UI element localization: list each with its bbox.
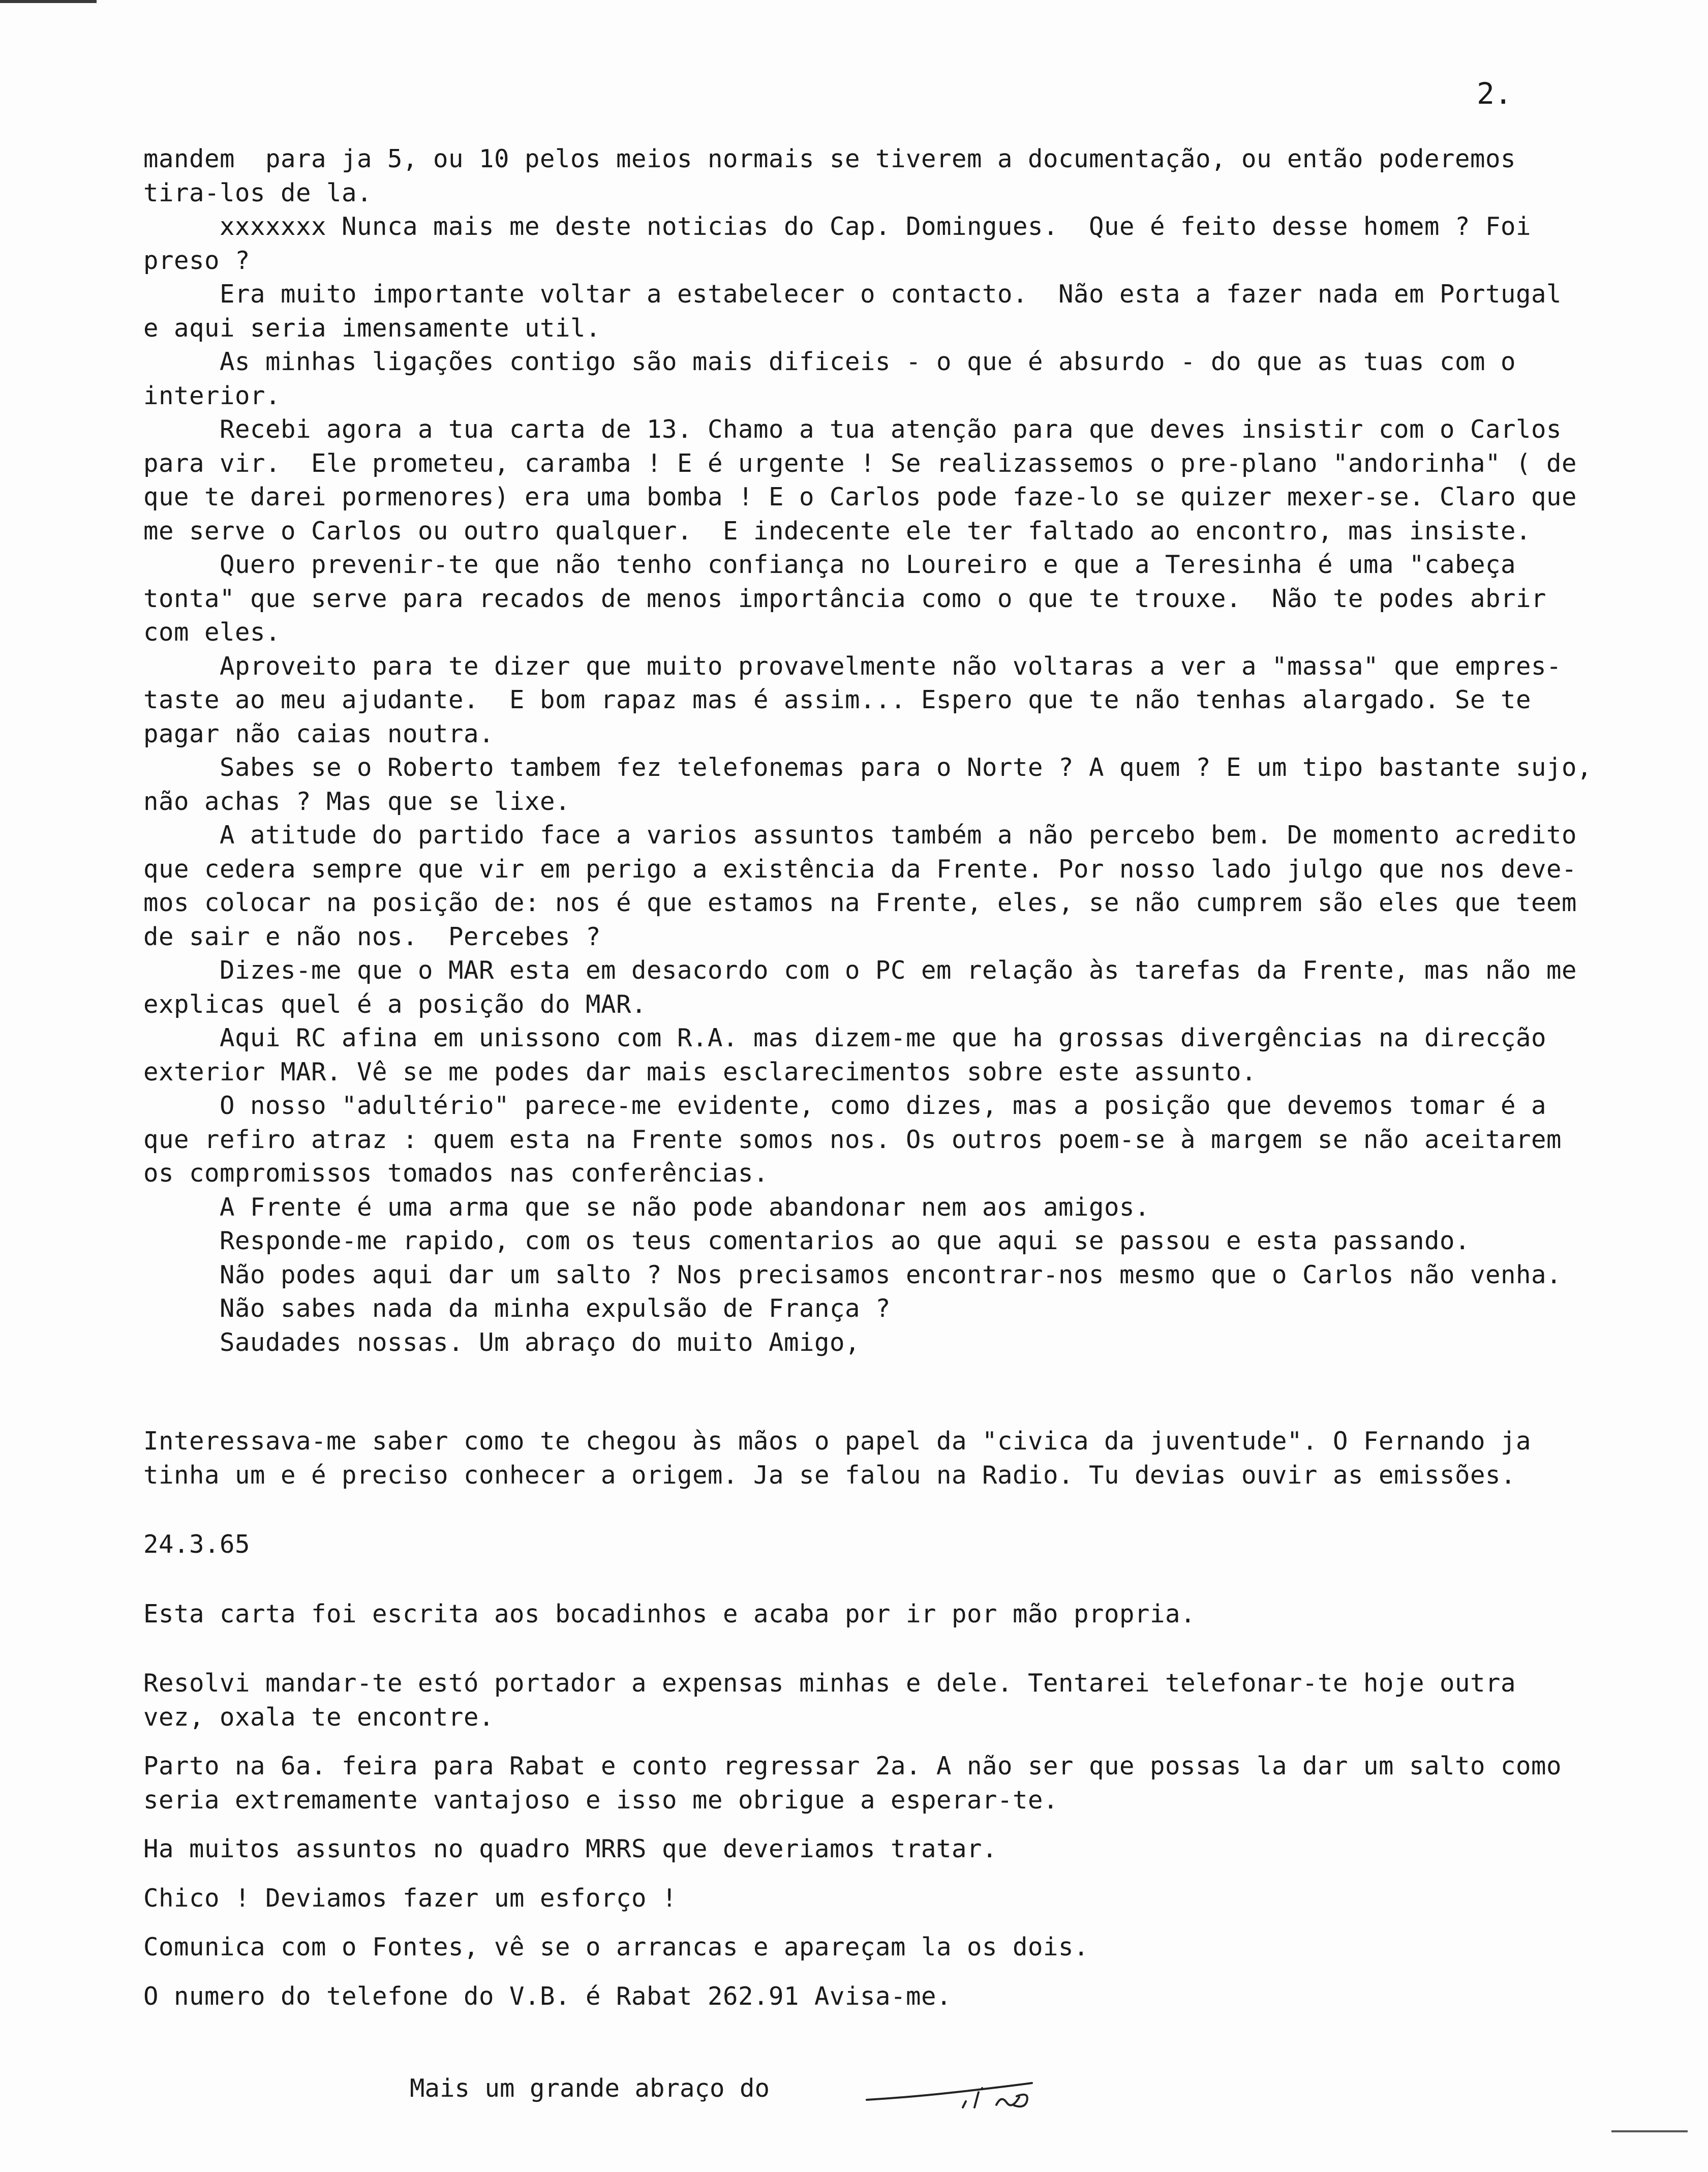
letter-paragraph: A Frente é uma arma que se não pode abandonar nem aos amigos. [143,1192,1150,1222]
letter-paragraph: Aproveito para te dizer que muito provavelmente não voltaras a ver a "massa" que empres- taste ao meu ajudante. E bom rapaz mas é assim... Espero que te não tenhas alargado. Se te pagar não caias noutra. [143,651,1562,748]
letter-paragraph: As minhas ligações contigo são mais dificeis - o que é absurdo - do que as tuas com o interior. [143,347,1516,410]
postscript-date: 24.3.65 [143,1530,251,1559]
letter-paragraph: Não podes aqui dar um salto ? Nos precisamos encontrar-nos mesmo que o Carlos não venha. [143,1260,1562,1289]
scan-edge-mark-bottom [1611,2130,1688,2132]
scan-edge-mark [0,0,97,3]
postscript-paragraph: Resolvi mandar-te estó portador a expensas minhas e dele. Tentarei telefonar-te hoje outra vez, oxala te encontre. [143,1669,1516,1732]
letter-paragraph: Aqui RC afina em unissono com R.A. mas dizem-me que ha grossas divergências na direcção exterior MAR. Vê se me podes dar mais esclarecimentos sobre este assunto. [143,1023,1547,1087]
postscript-paragraph: O numero do telefone do V.B. é Rabat 262.91 Avisa-me. [143,1981,952,2011]
letter-paragraph: Responde-me rapido, com os teus comentarios ao que aqui se passou e esta passando. [143,1226,1471,1255]
postscript-paragraph: Chico ! Deviamos fazer um esforço ! [143,1883,678,1913]
letter-paragraph: mandem para ja 5, ou 10 pelos meios normais se tiverem a documentação, ou então poderemos tira-los de la. [143,144,1516,207]
letter-paragraph: A atitude do partido face a varios assuntos também a não percebo bem. De momento acredito que cedera sempre que vir em perigo a existência da Frente. Por nosso lado julgo que nos deve- mos colocar na posição de: nos é que estamos na Frente, eles, se não cumprem são eles que teem de sair e não nos. Percebes ? [143,821,1577,951]
letter-paragraph: Não sabes nada da minha expulsão de França ? [143,1294,891,1323]
handwritten-signature [864,2077,1068,2113]
postscript-civica: Interessava-me saber como te chegou às mãos o papel da "civica da juventude". O Fernando ja tinha um e é preciso conhecer a origem. Ja se falou na Radio. Tu devias ouvir as emissões. [143,1427,1532,1490]
closing-line: Mais um grande abraço do [410,2074,770,2103]
letter-paragraph: Sabes se o Roberto tambem fez telefonemas para o Norte ? A quem ? E um tipo bastante sujo, não achas ? Mas que se lixe. [143,753,1593,816]
postscript-paragraph: Ha muitos assuntos no quadro MRRS que deveriamos tratar. [143,1834,998,1863]
page-number: 2. [1477,76,1512,111]
postscript-paragraph: Comunica com o Fontes, vê se o arrancas e apareçam la os dois. [143,1933,1089,1962]
letter-paragraph: Dizes-me que o MAR esta em desacordo com o PC em relação às tarefas da Frente, mas não me explicas quel é a posição do MAR. [143,956,1577,1019]
letter-paragraph: Recebi agora a tua carta de 13. Chamo a tua atenção para que deves insistir com o Carlos para vir. Ele prometeu, caramba ! E é urgente ! Se realizassemos o pre-plano "andorinha" ( de que te darei pormenores) era uma bomba ! E o Carlos pode faze-lo se quizer mexer-se. Claro que me serve o Carlos ou outro qualquer. E indecente ele ter faltado ao encontro, mas insiste. [143,415,1577,546]
letter-paragraph: Quero prevenir-te que não tenho confiança no Loureiro e que a Teresinha é uma "cabeça tonta" que serve para recados de menos importância como o que te trouxe. Não te podes abrir com eles. [143,550,1547,647]
postscript-paragraph: Esta carta foi escrita aos bocadinhos e acaba por ir por mão propria. [143,1599,1196,1628]
postscript-paragraph: Parto na 6a. feira para Rabat e conto regressar 2a. A não ser que possas la dar um salto como seria extremamente vantajoso e isso me obrigue a esperar-te. [143,1752,1562,1815]
letter-paragraph: Era muito importante voltar a estabelecer o contacto. Não esta a fazer nada em Portugal e aqui seria imensamente util. [143,280,1562,343]
letter-body [143,142,1648,2013]
letter-paragraph: xxxxxxx Nunca mais me deste noticias do Cap. Domingues. Que é feito desse homem ? Foi preso ? [143,212,1532,275]
letter-paragraph: Saudades nossas. Um abraço do muito Amigo, [143,1328,861,1357]
letter-paragraph: O nosso "adultério" parece-me evidente, como dizes, mas a posição que devemos tomar é a que refiro atraz : quem esta na Frente somos nos. Os outros poem-se à margem se não aceitarem os compromissos tomados nas conferências. [143,1091,1562,1188]
